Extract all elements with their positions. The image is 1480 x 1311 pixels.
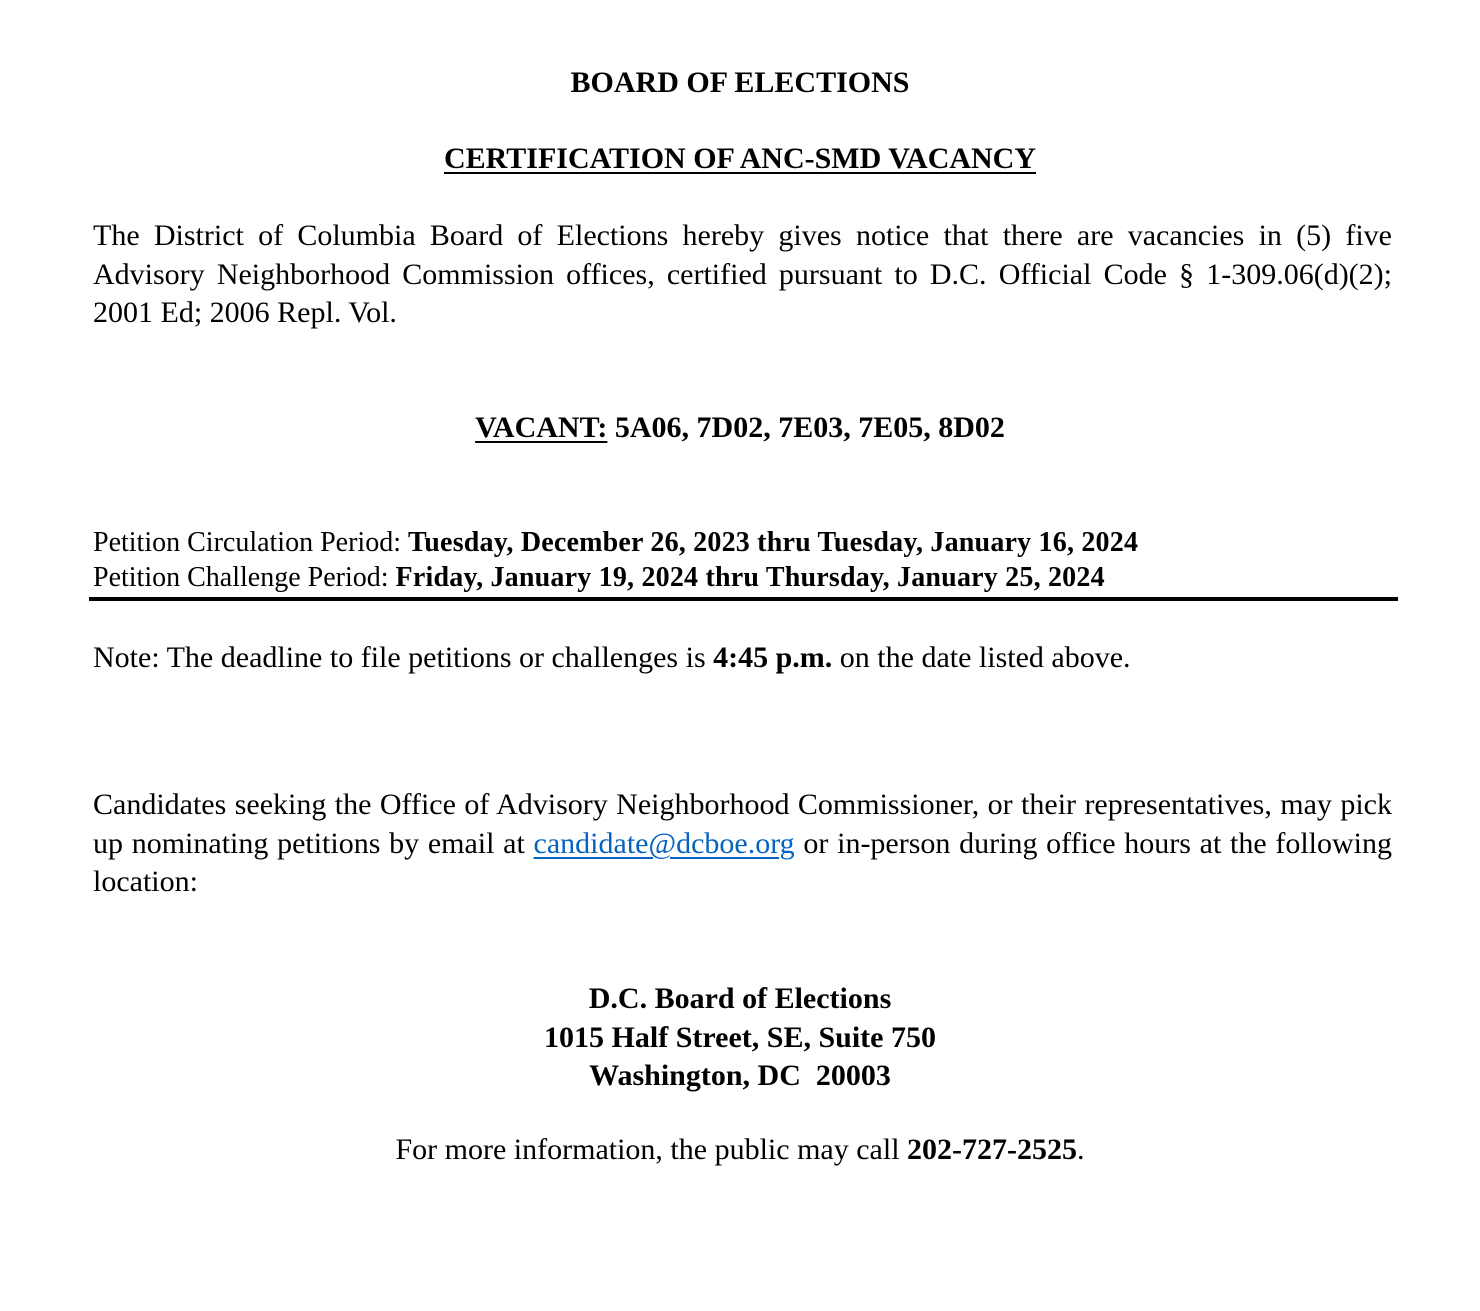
note-prefix: Note: The deadline to file petitions or challenges is (93, 641, 706, 674)
circulation-period (93, 525, 1138, 560)
office-address (0, 980, 1480, 1096)
vacant-label: VACANT: (475, 411, 608, 444)
address-line-2: 1015 Half Street, SE, Suite 750 (544, 1020, 936, 1054)
subtitle-text: CERTIFICATION OF ANC-SMD VACANCY (443, 142, 1037, 175)
horizontal-rule (89, 597, 1398, 601)
vacant-districts: 5A06, 7D02, 7E03, 7E05, 8D02 (614, 411, 1005, 444)
challenge-period-label: Petition Challenge Period: (93, 562, 389, 593)
document-title: BOARD OF ELECTIONS (570, 66, 910, 99)
vacant-line (0, 411, 1480, 445)
circulation-period-label: Petition Circulation Period: (93, 527, 401, 558)
address-line-1: D.C. Board of Elections (588, 982, 892, 1015)
note-suffix: on the date listed above. (839, 641, 1131, 674)
email-link[interactable]: candidate@dcboe.org (533, 826, 795, 860)
candidates-paragraph (93, 786, 1392, 902)
info-prefix: For more information, the public may call (395, 1133, 900, 1166)
petition-periods (93, 525, 1138, 595)
challenge-period (93, 560, 1138, 595)
info-phone: 202-727-2525 (907, 1133, 1078, 1166)
candidates-suffix: or in-person during office hours at the following location: (93, 826, 1393, 898)
info-suffix: . (1077, 1133, 1085, 1166)
deadline-note (93, 641, 1131, 675)
note-deadline: 4:45 p.m. (713, 641, 833, 674)
contact-info (0, 1133, 1480, 1167)
circulation-period-value: Tuesday, December 26, 2023 thru Tuesday, January 16, 2024 (407, 527, 1139, 558)
intro-paragraph: The District of Columbia Board of Elections hereby gives notice that there are vacancies in (5) five Advisory Neighborhood Commission offices, certified pursuant to D.C. Official Code § 1-309.06(d)(2); 2001 Ed; 2006 Repl. Vol. (93, 219, 1392, 329)
document-subtitle (0, 142, 1480, 176)
address-line-3: Washington, DC 20003 (589, 1059, 891, 1092)
candidates-prefix: Candidates seeking the Office of Advisory Neighborhood Commissioner, or their representatives, may pick up nominating petitions by email at (93, 788, 1392, 860)
challenge-period-value: Friday, January 19, 2024 thru Thursday, January 25, 2024 (395, 562, 1105, 593)
